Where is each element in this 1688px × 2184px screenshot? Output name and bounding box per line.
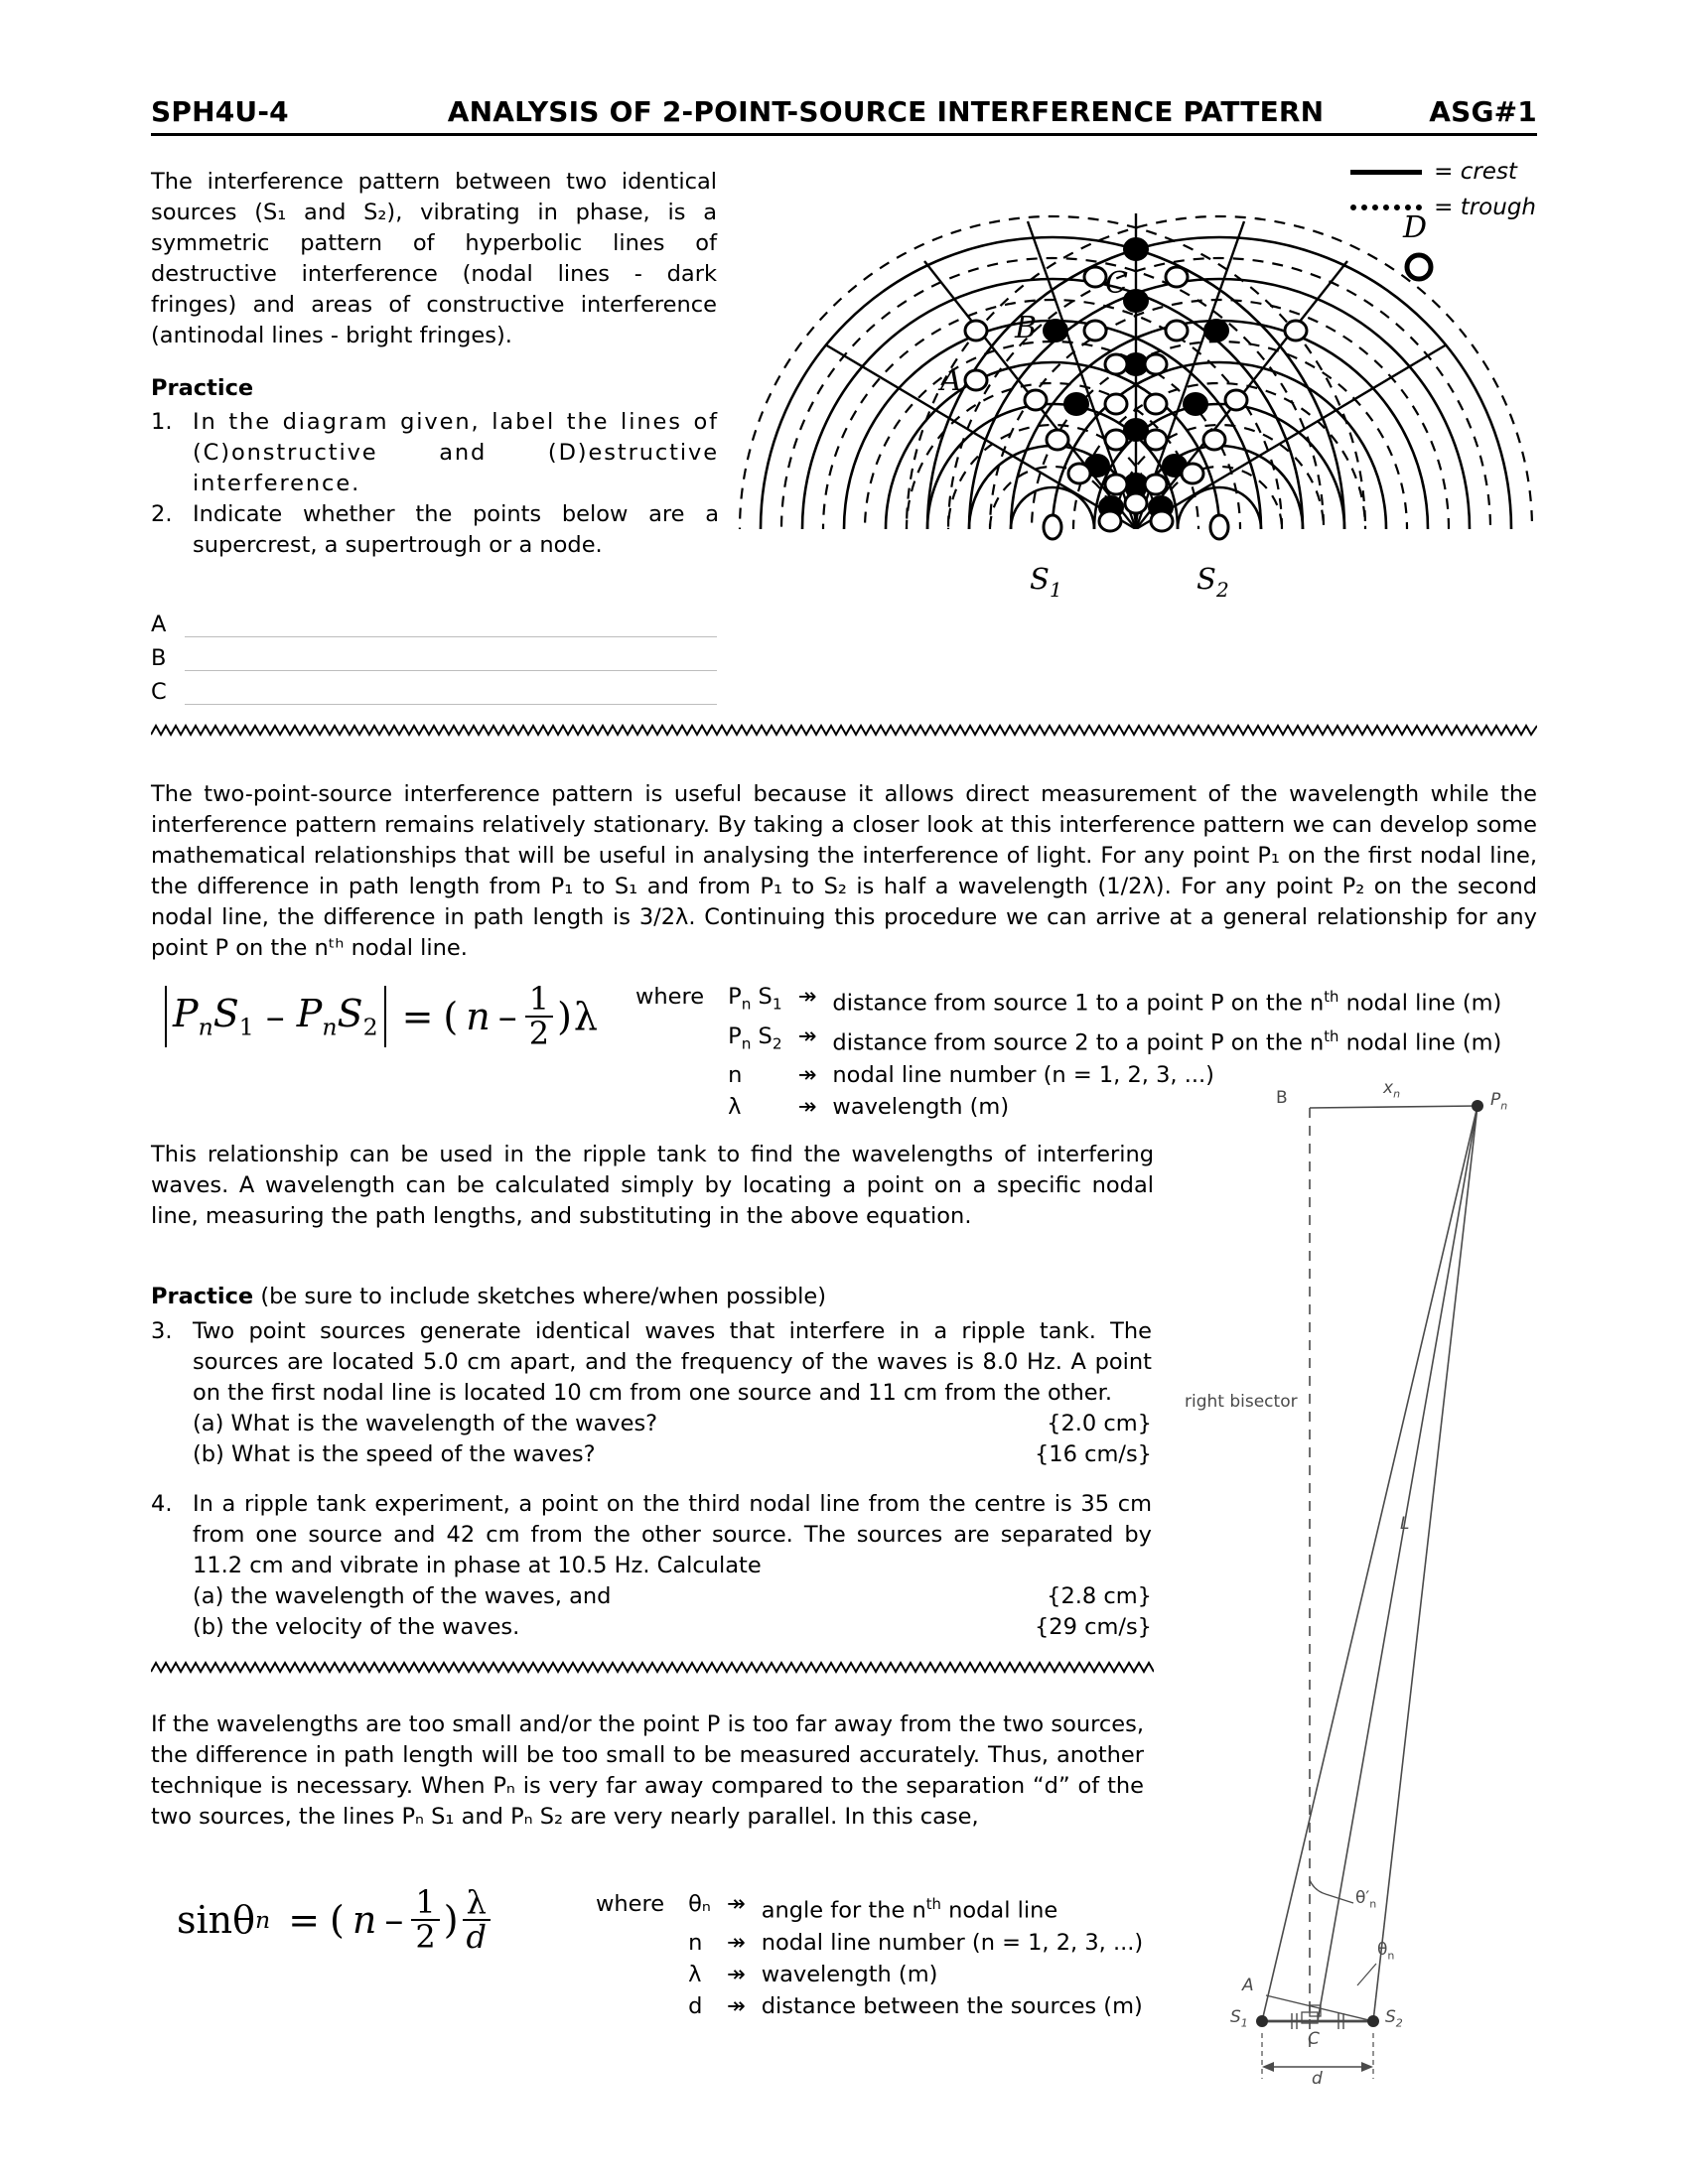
question-4a-answer: {2.8 cm} xyxy=(1047,1583,1152,1609)
question-number: 2. xyxy=(151,501,173,527)
where-symbol: d xyxy=(688,1992,703,2019)
point-label-b: B xyxy=(1015,311,1038,345)
where-definition: nodal line number (n = 1, 2, 3, ...) xyxy=(832,1062,1214,1088)
question-text: In the diagram given, label the lines of (C)onstructive and (D)estructive interference. xyxy=(193,409,719,496)
s2-to-pn-ray xyxy=(1373,1106,1477,2021)
intro-paragraph: The interference pattern between two identical sources (S₁ and S₂), vibrating in phase, is a symmetric pattern of hyperbolic lines of destructive interference (nodal lines - dark fringes) and areas of constructive interference (antinodal lines - bright fringes). xyxy=(151,169,717,348)
geo-label-s2: $S_2$ xyxy=(1385,2007,1403,2030)
point-a-marker xyxy=(965,370,987,390)
c-to-pn-ray xyxy=(1318,1106,1477,2021)
eq2-frac1-denominator: 2 xyxy=(411,1919,439,1954)
answer-row xyxy=(151,637,717,671)
answer-label-a: A xyxy=(151,612,167,637)
page-title: ANALYSIS OF 2-POINT-SOURCE INTERFERENCE PATTERN xyxy=(447,95,1325,128)
point-label-d: D xyxy=(1403,210,1428,245)
list-item xyxy=(151,1316,1152,1409)
where-definition: distance between the sources (m) xyxy=(761,1992,1143,2019)
geo-label-s1: $S_1$ xyxy=(1230,2007,1248,2030)
eq1-frac-numerator: 1 xyxy=(528,980,550,1018)
where-definition: nodal line number (n = 1, 2, 3, ...) xyxy=(761,1929,1144,1956)
course-code: SPH4U-4 xyxy=(151,95,289,128)
arrow-icon: ↠ xyxy=(797,1094,817,1120)
svg-text:1: 1 xyxy=(1050,578,1062,602)
eq1-lambda: λ xyxy=(573,994,598,1038)
s1-point-marker xyxy=(1256,2015,1268,2027)
far-field-paragraph: If the wavelengths are too small and/or the point P is too far away from the two sources, the difference in path length will be too small to be measured accurately. Thus, another technique is necessary. When Pₙ is very far away compared to the separation “d” of the two sources, the lines Pₙ S₁ and Pₙ S₂ are very nearly parallel. In this case, xyxy=(151,1711,1144,1830)
eq2-frac1-numerator: 1 xyxy=(415,1883,436,1921)
where-symbol: λ xyxy=(688,1961,702,1987)
arrow-icon: ↠ xyxy=(797,984,817,1010)
where-symbol: λ xyxy=(728,1094,742,1120)
practice-heading-2-note: (be sure to include sketches where/when possible) xyxy=(253,1284,827,1309)
eq2-open-paren: ( xyxy=(330,1897,345,1942)
eq2-equals: = xyxy=(288,1897,321,1942)
far-field-geometry-diagram xyxy=(1185,1062,1554,2095)
dashed-line-icon xyxy=(1350,205,1422,210)
question-3a-answer: {2.0 cm} xyxy=(1047,1411,1152,1436)
abs-bar-right xyxy=(384,986,386,1047)
arrow-icon: ↠ xyxy=(726,1992,746,2019)
question-3b-label: (b) What is the speed of the waves? xyxy=(193,1441,596,1467)
question-text: Indicate whether the points below are a supercrest, a supertrough or a node. xyxy=(193,501,719,558)
eq2-theta: θ xyxy=(232,1897,256,1942)
practice-heading-2-label: Practice xyxy=(151,1284,254,1309)
equation-2-legend xyxy=(596,1888,1143,2022)
diagram-legend xyxy=(1350,154,1536,225)
eq1-close-paren: ) xyxy=(557,994,572,1038)
answer-input-b[interactable] xyxy=(185,644,717,671)
eq2-frac2-numerator: λ xyxy=(466,1883,487,1921)
abs-bar-left xyxy=(165,986,167,1047)
theta-n-leader xyxy=(1357,1964,1376,1985)
where-symbol: θₙ xyxy=(688,1891,711,1917)
s2-point-marker xyxy=(1367,2015,1379,2027)
geo-label-b: B xyxy=(1276,1088,1288,1108)
main-paragraph: The two-point-source interference pattern is useful because it allows direct measurement of the wavelength while the interference pattern remains relatively stationary. By taking a closer look at this interference pattern we can develop some mathematical relationships that will be useful in analysing the interference of light. For any point P₁ on the first nodal line, the difference in path length from P₁ to S₁ and from P₁ to S₂ is half a wavelength (1/2λ). For any point P₂ on the second nodal line, the difference in path length is 3/2λ. Continuing this procedure we can arrive at a general relationship for any point P on the nᵗʰ nodal line. xyxy=(151,781,1537,961)
geo-label-theta-prime: $\theta'_n$ xyxy=(1355,1888,1377,1911)
source-1-marker xyxy=(1044,515,1061,539)
geo-label-c: C xyxy=(1308,2029,1320,2049)
eq1-term2: $P_nS_2$ xyxy=(296,991,378,1041)
question-number: 4. xyxy=(151,1491,173,1517)
eq1-term1: $P_nS_1$ xyxy=(173,991,254,1041)
eq1-open-paren: ( xyxy=(443,994,459,1038)
answer-row xyxy=(151,671,717,705)
page-header xyxy=(151,95,1537,128)
arrow-icon: ↠ xyxy=(797,1023,817,1049)
list-item xyxy=(151,499,719,561)
eq2-theta-sub: n xyxy=(255,1905,271,1934)
where-definition: wavelength (m) xyxy=(761,1961,938,1987)
where-symbol: $P_n$ $S_1$ xyxy=(728,984,782,1014)
question-number: 3. xyxy=(151,1318,173,1344)
practice-1-questions xyxy=(151,407,719,561)
question-4b-label: (b) the velocity of the waves. xyxy=(193,1614,520,1640)
eq2-sin: sin xyxy=(177,1897,233,1942)
where-keyword: where xyxy=(596,1891,665,1917)
legend-row-crest xyxy=(1350,154,1536,190)
question-4a-label: (a) the wavelength of the waves, and xyxy=(193,1583,612,1609)
eq1-frac-denominator: 2 xyxy=(525,1016,553,1050)
answer-blank-lines xyxy=(151,604,717,705)
arrow-icon: ↠ xyxy=(726,1961,746,1987)
question-text: In a ripple tank experiment, a point on the third nodal line from the centre is 35 cm from one source and 42 cm from the other source. The sources are separated by 11.2 cm and vibrate in phase at 10.5 Hz. Calculate xyxy=(193,1491,1152,1578)
source-2-marker xyxy=(1210,515,1228,539)
svg-text:2: 2 xyxy=(1216,578,1229,602)
legend-label-trough: = trough xyxy=(1434,195,1536,220)
eq2-minus: – xyxy=(384,1897,404,1942)
question-number: 1. xyxy=(151,409,173,435)
question-text: Two point sources generate identical waves that interfere in a ripple tank. The sources are located 5.0 cm apart, and the frequency of the waves is 8.0 Hz. A point on the first nodal line is located 10 cm from one source and 11 cm from the other. xyxy=(193,1318,1152,1406)
source-label-1: S xyxy=(1030,562,1050,596)
question-3a xyxy=(193,1409,1152,1439)
legend-label-crest: = crest xyxy=(1434,159,1517,185)
where-definition: wavelength (m) xyxy=(832,1094,1010,1120)
practice-heading-1: Practice xyxy=(151,375,254,401)
eq2-fraction-half xyxy=(411,1883,439,1956)
assignment-code: ASG#1 xyxy=(1429,95,1537,128)
geo-label-right-bisector: right bisector xyxy=(1185,1392,1298,1412)
list-item xyxy=(151,1489,1152,1581)
eq2-n: n xyxy=(352,1897,377,1942)
where-definition: angle for the $n^{th}$ nodal line xyxy=(761,1895,1058,1924)
equation-path-difference xyxy=(159,980,598,1052)
eq1-minus: – xyxy=(265,994,285,1038)
answer-input-a[interactable] xyxy=(185,611,717,637)
question-4a xyxy=(193,1581,1152,1612)
pn-point-marker xyxy=(1472,1100,1483,1112)
practice-heading-2 xyxy=(151,1284,826,1309)
where-definition: distance from source 2 to a point P on the $n^{th}$ nodal line (m) xyxy=(832,1026,1502,1055)
where-symbol: n xyxy=(728,1062,743,1088)
eq1-inner-minus: – xyxy=(497,994,517,1038)
theta-prime-arc xyxy=(1310,1880,1326,1894)
eq2-fraction-lambda-d xyxy=(463,1883,491,1956)
geo-label-xn: $x_n$ xyxy=(1383,1078,1401,1101)
eq1-equals: = xyxy=(401,994,434,1038)
geo-label-l: L xyxy=(1400,1514,1410,1534)
where-symbol: $P_n$ $S_2$ xyxy=(728,1023,782,1052)
xn-segment xyxy=(1310,1106,1477,1108)
question-3a-label: (a) What is the wavelength of the waves? xyxy=(193,1411,658,1436)
arrow-icon: ↠ xyxy=(726,1929,746,1956)
geo-label-a: A xyxy=(1242,1976,1254,1995)
header-divider xyxy=(151,133,1537,136)
arrow-right-icon xyxy=(1361,2062,1373,2072)
legend-row-trough xyxy=(1350,190,1536,225)
eq2-frac2-denominator: d xyxy=(463,1919,491,1954)
equation-sin-theta xyxy=(177,1883,494,1956)
wavy-divider-1 xyxy=(151,723,1537,739)
solid-line-icon xyxy=(1350,170,1422,175)
point-label-c: C xyxy=(1105,266,1128,301)
where-symbol: n xyxy=(688,1929,703,1956)
question-3-block xyxy=(151,1316,1152,1470)
answer-row xyxy=(151,604,717,637)
answer-label-c: C xyxy=(151,679,167,705)
wavy-divider-2 xyxy=(151,1660,1154,1676)
answer-input-c[interactable] xyxy=(185,678,717,705)
geo-label-theta-n: $\theta_n$ xyxy=(1377,1940,1395,1963)
a-to-s2-line xyxy=(1266,1995,1373,2021)
geo-label-d: d xyxy=(1312,2069,1323,2089)
answer-label-b: B xyxy=(151,645,167,671)
geo-label-pn: $P_n$ xyxy=(1490,1090,1508,1113)
eq1-n: n xyxy=(466,994,491,1038)
question-3b-answer: {16 cm/s} xyxy=(1034,1441,1152,1467)
where-keyword: where xyxy=(635,984,705,1010)
question-4-block xyxy=(151,1489,1152,1643)
arrow-icon: ↠ xyxy=(797,1062,817,1088)
question-4b-answer: {29 cm/s} xyxy=(1034,1614,1152,1640)
interference-pattern-diagram xyxy=(730,154,1544,606)
arrow-left-icon xyxy=(1262,2062,1274,2072)
point-label-a: A xyxy=(940,363,962,398)
ripple-tank-paragraph: This relationship can be used in the ripple tank to find the wavelengths of interfering waves. A wavelength can be calculated simply by locating a point on a specific nodal line, measuring the path lengths, and substituting in the above equation. xyxy=(151,1142,1154,1229)
arrow-icon: ↠ xyxy=(726,1891,746,1917)
source-label-2: S xyxy=(1196,562,1216,596)
eq2-close-paren: ) xyxy=(443,1897,459,1942)
question-4b xyxy=(193,1612,1152,1643)
where-definition: distance from source 1 to a point P on the $n^{th}$ nodal line (m) xyxy=(832,988,1502,1017)
list-item xyxy=(151,407,719,499)
point-d-marker xyxy=(1407,255,1431,279)
question-3b xyxy=(193,1439,1152,1470)
eq1-fraction xyxy=(525,980,553,1052)
s1-to-pn-ray xyxy=(1262,1106,1477,2021)
